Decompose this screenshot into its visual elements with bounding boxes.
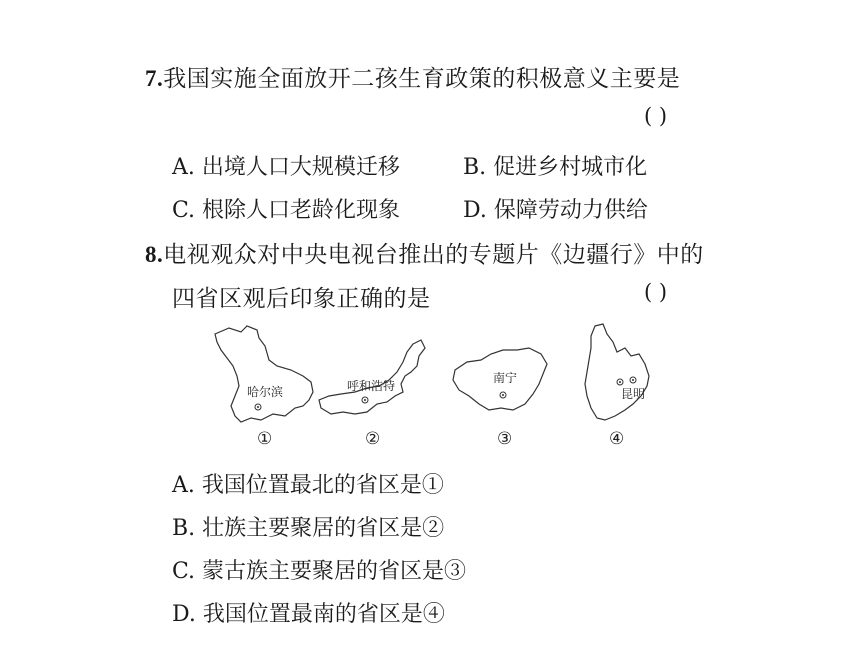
map-guangxi	[453, 348, 547, 449]
question-8-stem-line1	[145, 236, 704, 269]
question-7-stem	[145, 60, 680, 93]
question-8-option-b[interactable]: B. 壮族主要聚居的省区是②	[172, 516, 445, 541]
question-8-option-a[interactable]: A. 我国位置最北的省区是①	[172, 473, 444, 498]
question-7-option-d[interactable]: D. 保障劳动力供给	[463, 198, 648, 223]
map-inner-mongolia	[319, 340, 425, 449]
map-number-2: ②	[365, 429, 381, 449]
question-8-option-d[interactable]: D. 我国位置最南的省区是④	[172, 602, 445, 627]
question-7-answer-bracket: ( )	[644, 104, 668, 128]
question-7-option-b[interactable]: B. 促进乡村城市化	[463, 155, 648, 180]
map-label-harbin: 哈尔滨	[247, 385, 284, 399]
map-label-hohhot: 呼和浩特	[347, 379, 396, 393]
map-label-nanning: 南宁	[493, 371, 518, 385]
question-7-option-c[interactable]: C. 根除人口老龄化现象	[172, 198, 401, 223]
question-8-text-line1: 电视观众对中央电视台推出的专题片《边疆行》中的	[163, 242, 704, 268]
question-8-option-c[interactable]: C. 蒙古族主要聚居的省区是③	[172, 559, 467, 584]
map-number-1: ①	[257, 429, 273, 449]
question-8-number: 8.	[145, 242, 164, 267]
map-number-4: ④	[609, 429, 625, 449]
question-8-answer-bracket: ( )	[644, 280, 668, 304]
question-7-option-a[interactable]: A. 出境人口大规模迁移	[172, 155, 400, 180]
question-7-number: 7.	[145, 66, 164, 91]
question-8-stem-line2: 四省区观后印象正确的是	[172, 286, 431, 312]
map-number-3: ③	[497, 429, 513, 449]
map-yunnan	[585, 324, 649, 449]
question-7-text: 我国实施全面放开二孩生育政策的积极意义主要是	[163, 66, 681, 92]
map-heilongjiang	[215, 326, 313, 449]
province-maps-figure	[207, 320, 677, 450]
map-label-kunming: 昆明	[621, 387, 646, 401]
